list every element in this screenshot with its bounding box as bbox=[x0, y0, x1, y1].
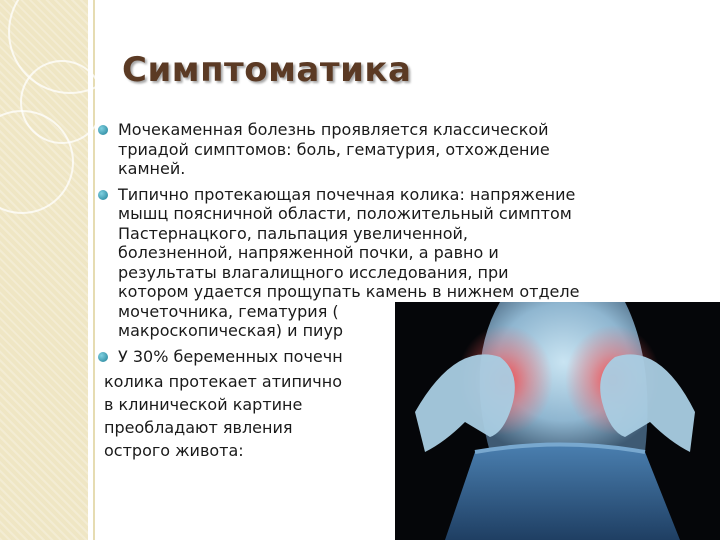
bullet-line: мышц поясничной области, положительный симптом bbox=[118, 204, 572, 223]
bullet-line: Типично протекающая почечная колика: напряжение bbox=[118, 184, 576, 204]
bullet-line: Пастернацкого, пальпация увеличенной, bbox=[118, 223, 468, 243]
back-pain-illustration bbox=[395, 302, 720, 540]
bullet-line: Мочекаменная болезнь проявляется классической bbox=[118, 120, 549, 139]
continuation-line: острого живота: bbox=[104, 441, 244, 460]
bullet-dot-icon bbox=[98, 125, 108, 135]
back-pain-photo bbox=[395, 302, 720, 540]
bullet-line: У 30% беременных почечн bbox=[118, 346, 343, 366]
bullet-dot-icon bbox=[98, 352, 108, 362]
bullet-line: камней. bbox=[118, 159, 186, 178]
bullet-dot-icon bbox=[98, 190, 108, 200]
bullet-line: болезненной, напряженной почки, а равно и bbox=[118, 243, 499, 262]
bullet-line: котором удается прощупать камень в нижнем отделе bbox=[118, 282, 580, 301]
bullet-line: мочеточника, гематурия ( bbox=[118, 301, 339, 321]
continuation-line: в клинической картине bbox=[104, 395, 303, 414]
slide-title: Симптоматика bbox=[122, 50, 412, 90]
continuation-line: преобладают явления bbox=[104, 418, 293, 437]
bullet-line: результаты влагалищного исследования, при bbox=[118, 262, 509, 282]
continuation-line: колика протекает атипично bbox=[104, 372, 343, 391]
bullet-line: триадой симптомов: боль, гематурия, отхождение bbox=[118, 139, 550, 159]
bullet-item bbox=[98, 120, 698, 179]
bullet-line: макроскопическая) и пиур bbox=[118, 321, 344, 340]
